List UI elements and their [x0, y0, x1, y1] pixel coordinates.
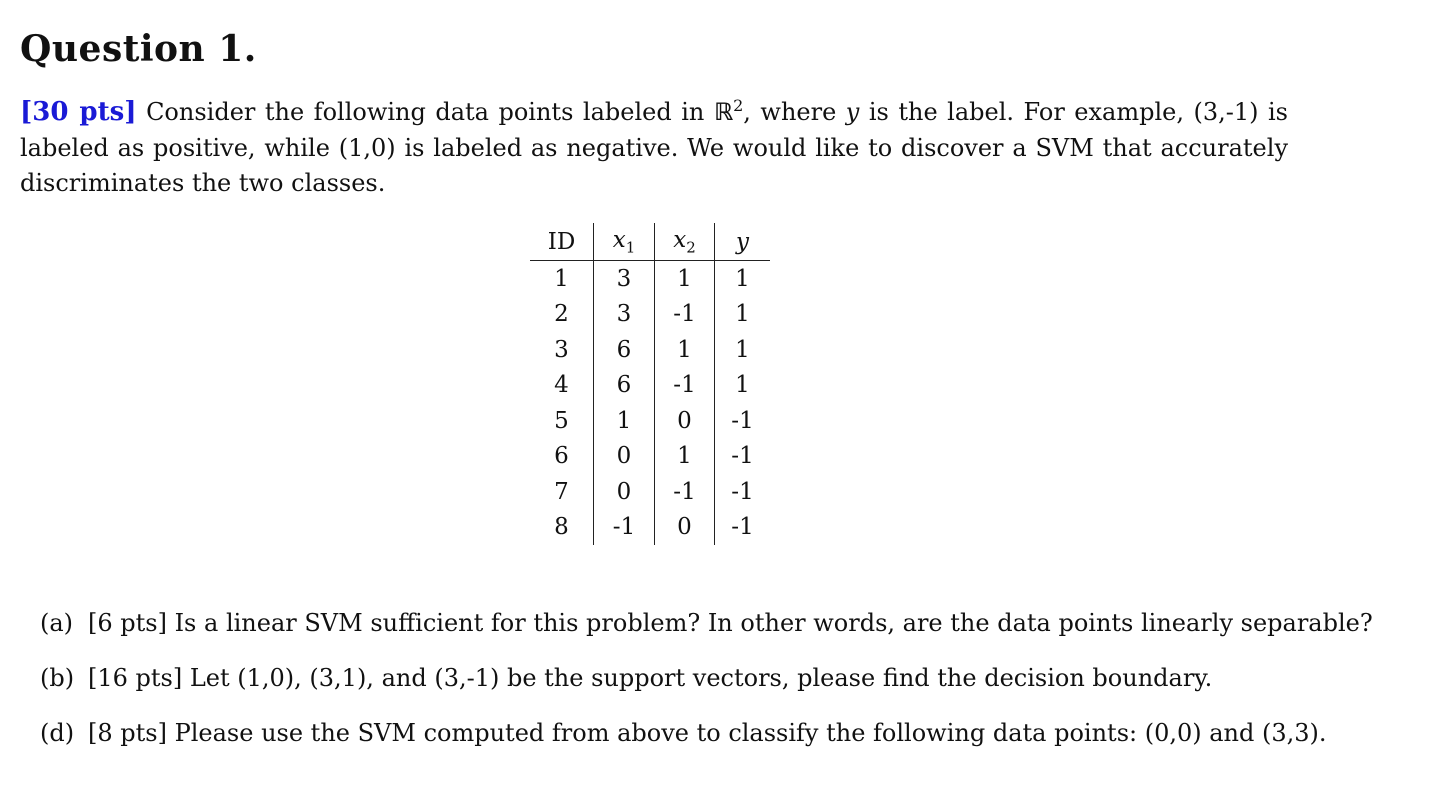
question-d [40, 713, 1327, 768]
question-label: (a) [40, 609, 74, 637]
cell-y: -1 [731, 514, 754, 541]
data-table [530, 223, 770, 545]
cell-x2: 0 [655, 403, 715, 439]
question-text: [8 pts] Please use the SVM computed from above to classify the following data points: (0,0) and (3,3). [88, 719, 1327, 747]
cell-x2: 0 [655, 510, 715, 546]
cell-x2: 1 [655, 439, 715, 475]
intro-text-2: , where [743, 98, 846, 126]
question-label: (d) [40, 719, 75, 747]
label-variable: y [845, 98, 860, 126]
intro-text-3: is the label. For example, (3,-1) is labeled as positive, while (1,0) is labeled as negative. We would like to discover a SVM that accurately discriminates the two classes. [20, 98, 1288, 197]
question-label: (b) [40, 664, 75, 692]
real-superscript: 2 [733, 96, 744, 115]
question-a [40, 603, 1373, 658]
cell-x1: 6 [594, 332, 655, 368]
cell-id: 7 [530, 474, 594, 510]
points-link[interactable]: [30 pts] [20, 97, 137, 127]
question-text: [16 pts] Let (1,0), (3,1), and (3,-1) be the support vectors, please find the decision boundary. [88, 664, 1213, 692]
table-row [530, 403, 770, 439]
cell-x1: 0 [594, 439, 655, 475]
header-x1-sub: 1 [625, 238, 636, 257]
table-row [530, 439, 770, 475]
table-row [530, 368, 770, 404]
real-numbers-symbol: ℝ [713, 98, 734, 126]
cell-y: 1 [735, 301, 750, 328]
cell-id: 6 [530, 439, 594, 475]
cell-y: 1 [735, 372, 750, 399]
cell-x1: 3 [594, 261, 655, 297]
cell-x2: 1 [655, 332, 715, 368]
page-title: Question 1. [20, 28, 257, 70]
cell-id: 1 [530, 261, 594, 297]
cell-y: 1 [735, 265, 750, 292]
cell-y: -1 [731, 407, 754, 434]
table-row [530, 332, 770, 368]
header-x1-var: x [612, 226, 626, 253]
header-y: y [715, 223, 771, 261]
cell-y: 1 [735, 336, 750, 363]
table-row [530, 261, 770, 297]
header-x2-var: x [673, 226, 687, 253]
question-text: [6 pts] Is a linear SVM sufficient for this problem? In other words, are the data points linearly separable? [88, 609, 1373, 637]
cell-id: 5 [530, 403, 594, 439]
table-header-row [530, 223, 770, 261]
cell-x1: 1 [594, 403, 655, 439]
cell-id: 4 [530, 368, 594, 404]
table-row [530, 510, 770, 546]
question-b [40, 658, 1300, 713]
sub-questions [40, 603, 1373, 768]
cell-x1: -1 [594, 510, 655, 546]
cell-y: -1 [731, 478, 754, 505]
header-x2 [655, 223, 715, 261]
cell-x2: -1 [655, 368, 715, 404]
table-row [530, 474, 770, 510]
cell-x2: -1 [655, 297, 715, 333]
cell-x1: 6 [594, 368, 655, 404]
cell-y: -1 [731, 443, 754, 470]
header-id: ID [530, 223, 594, 261]
intro-text-1: Consider the following data points labeled in [146, 98, 714, 126]
cell-id: 3 [530, 332, 594, 368]
header-x2-sub: 2 [686, 238, 696, 257]
cell-x1: 3 [594, 297, 655, 333]
table-row [530, 297, 770, 333]
cell-x2: -1 [655, 474, 715, 510]
question-intro [20, 95, 1288, 202]
cell-id: 8 [530, 510, 594, 546]
header-x1 [594, 223, 655, 261]
cell-x2: 1 [655, 261, 715, 297]
cell-id: 2 [530, 297, 594, 333]
cell-x1: 0 [594, 474, 655, 510]
